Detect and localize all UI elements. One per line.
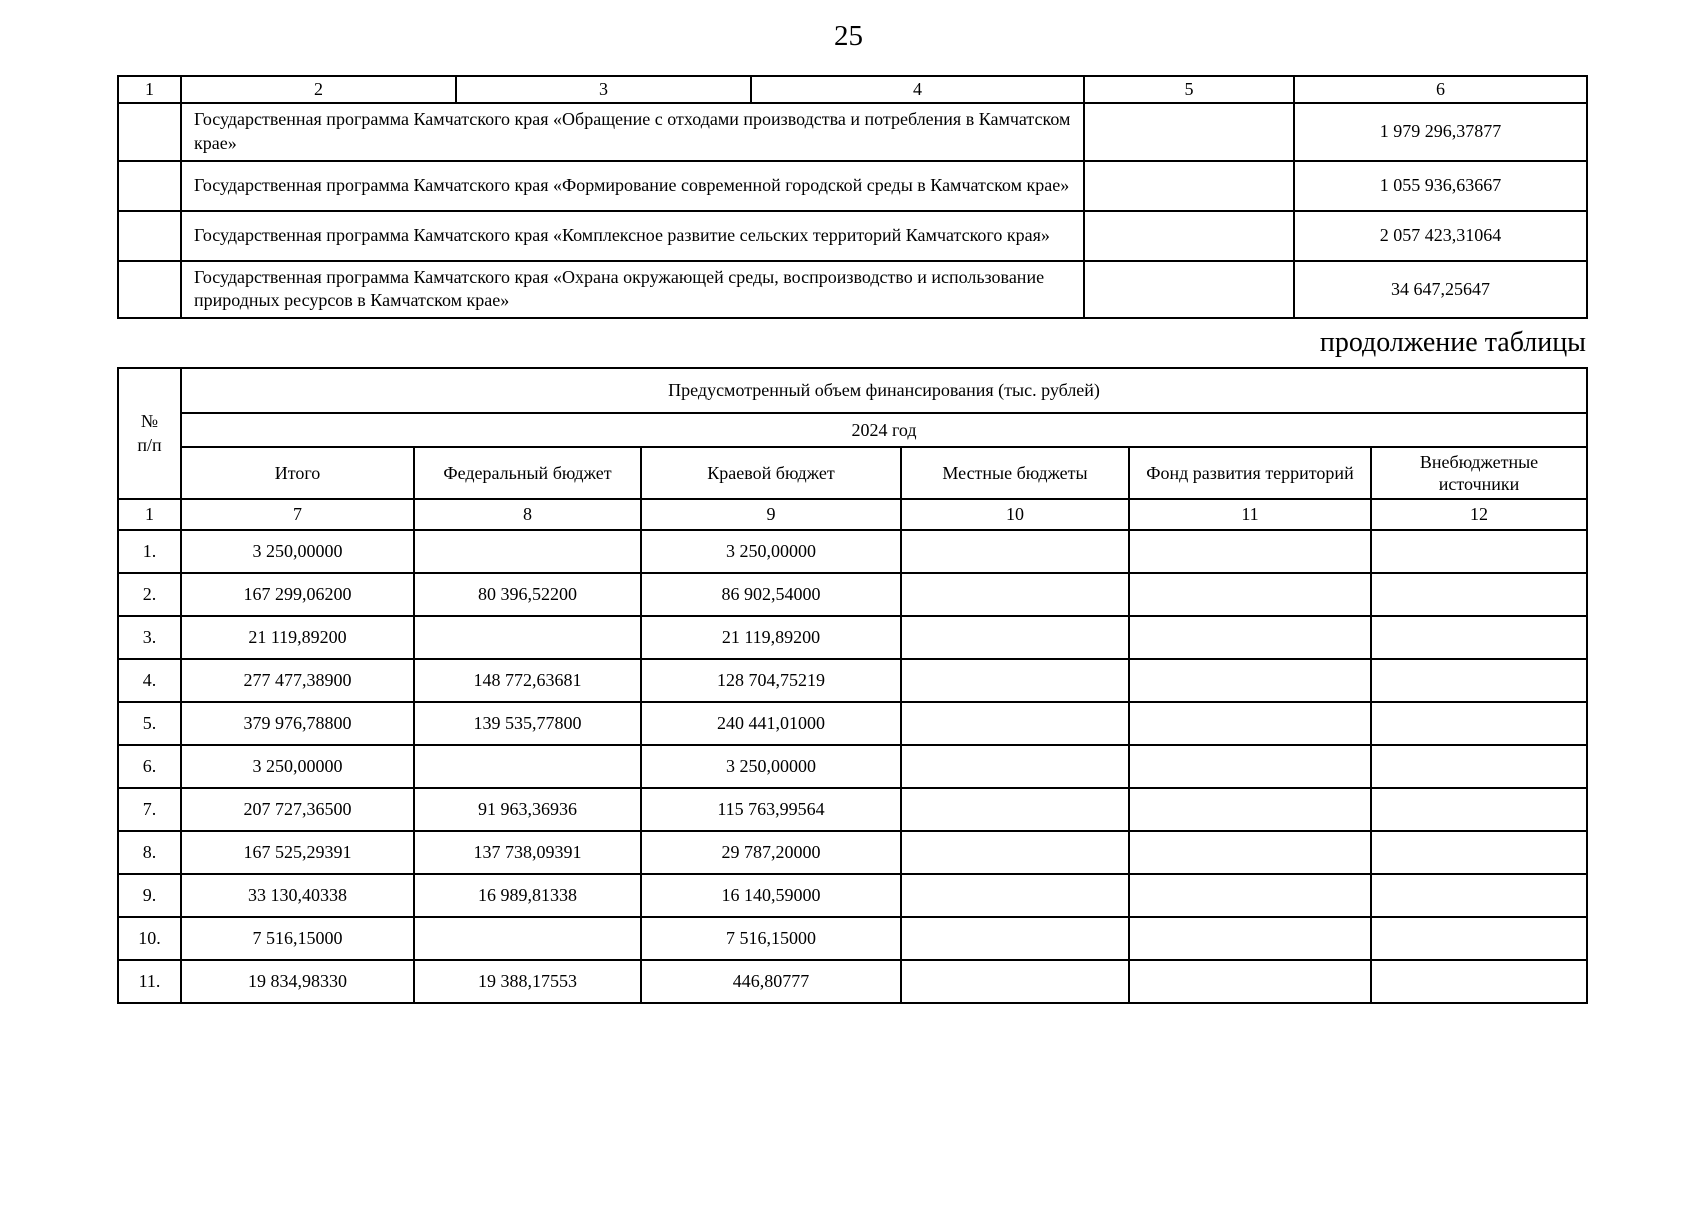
empty-cell: [1084, 103, 1294, 161]
table-row: [118, 659, 1587, 702]
row-number-cell: 8.: [118, 831, 181, 874]
row-number-cell: 5.: [118, 702, 181, 745]
financing-title-cell: Предусмотренный объем финансирования (тыс. рублей): [181, 368, 1587, 413]
row-number-cell: 10.: [118, 917, 181, 960]
row-number-cell: 9.: [118, 874, 181, 917]
amount-cell: 21 119,89200: [641, 616, 901, 659]
amount-cell: [901, 702, 1129, 745]
table-row: [118, 261, 1587, 319]
table-row: [118, 103, 1587, 161]
amount-cell: 148 772,63681: [414, 659, 641, 702]
program-name-cell: Государственная программа Камчатского края «Обращение с отходами производства и потребления в Камчатском крае»: [181, 103, 1084, 161]
amount-cell: 19 388,17553: [414, 960, 641, 1003]
amount-cell: [1129, 960, 1371, 1003]
column-header-cell: Фонд развития территорий: [1129, 447, 1371, 499]
amount-cell: 379 976,78800: [181, 702, 414, 745]
row-number-cell: 6.: [118, 745, 181, 788]
column-number-cell: 4: [751, 76, 1084, 103]
column-header-cell: Внебюджетные источники: [1371, 447, 1587, 499]
amount-cell: [1129, 917, 1371, 960]
amount-cell: 167 525,29391: [181, 831, 414, 874]
table-row: [118, 788, 1587, 831]
empty-cell: [1084, 261, 1294, 319]
column-number-cell: 8: [414, 499, 641, 530]
row-number-cell: 2.: [118, 573, 181, 616]
table-row: [118, 161, 1587, 211]
amount-cell: 1 979 296,37877: [1294, 103, 1587, 161]
column-number-cell: 1: [118, 499, 181, 530]
column-header-cell: Федеральный бюджет: [414, 447, 641, 499]
amount-cell: [1371, 530, 1587, 573]
amount-cell: [901, 788, 1129, 831]
amount-cell: 16 140,59000: [641, 874, 901, 917]
amount-cell: [901, 917, 1129, 960]
amount-cell: [1129, 788, 1371, 831]
programs-table: [117, 75, 1588, 319]
amount-cell: [1129, 659, 1371, 702]
amount-cell: 3 250,00000: [181, 530, 414, 573]
page-number: 25: [834, 20, 863, 52]
amount-cell: 1 055 936,63667: [1294, 161, 1587, 211]
table-row: [118, 530, 1587, 573]
amount-cell: [414, 616, 641, 659]
table-row: [118, 211, 1587, 261]
empty-cell: [118, 211, 181, 261]
column-number-cell: 5: [1084, 76, 1294, 103]
table-row: [118, 960, 1587, 1003]
empty-cell: [1084, 211, 1294, 261]
amount-cell: [901, 659, 1129, 702]
column-number-cell: 9: [641, 499, 901, 530]
num-label-bottom: п/п: [137, 434, 162, 455]
amount-cell: [901, 831, 1129, 874]
amount-cell: [1371, 788, 1587, 831]
empty-cell: [118, 161, 181, 211]
amount-cell: 16 989,81338: [414, 874, 641, 917]
amount-cell: 34 647,25647: [1294, 261, 1587, 319]
amount-cell: [1129, 831, 1371, 874]
column-number-cell: 7: [181, 499, 414, 530]
row-number-cell: 11.: [118, 960, 181, 1003]
empty-cell: [118, 261, 181, 319]
amount-cell: 80 396,52200: [414, 573, 641, 616]
amount-cell: [1371, 874, 1587, 917]
amount-cell: 7 516,15000: [641, 917, 901, 960]
amount-cell: [901, 745, 1129, 788]
column-header-cell: Местные бюджеты: [901, 447, 1129, 499]
amount-cell: 137 738,09391: [414, 831, 641, 874]
amount-cell: [1371, 917, 1587, 960]
table-row: [118, 616, 1587, 659]
year-cell: 2024 год: [181, 413, 1587, 447]
amount-cell: [1129, 573, 1371, 616]
column-header-cell: Итого: [181, 447, 414, 499]
amount-cell: [414, 745, 641, 788]
amount-cell: [1371, 659, 1587, 702]
row-number-cell: 1.: [118, 530, 181, 573]
table-header-row: [118, 413, 1587, 447]
table-header-row: [118, 368, 1587, 413]
continuation-label: продолжение таблицы: [1319, 327, 1586, 358]
amount-cell: 446,80777: [641, 960, 901, 1003]
amount-cell: 167 299,06200: [181, 573, 414, 616]
amount-cell: [1371, 745, 1587, 788]
table-row: [118, 874, 1587, 917]
amount-cell: [901, 960, 1129, 1003]
column-header-cell: Краевой бюджет: [641, 447, 901, 499]
column-number-cell: 12: [1371, 499, 1587, 530]
amount-cell: 240 441,01000: [641, 702, 901, 745]
amount-cell: [901, 573, 1129, 616]
amount-cell: 21 119,89200: [181, 616, 414, 659]
amount-cell: 207 727,36500: [181, 788, 414, 831]
column-numbers-row: [118, 76, 1587, 103]
column-numbers-row: [118, 499, 1587, 530]
amount-cell: 3 250,00000: [181, 745, 414, 788]
column-number-cell: 2: [181, 76, 456, 103]
num-header-cell: [118, 368, 181, 499]
column-number-cell: 10: [901, 499, 1129, 530]
column-number-cell: 3: [456, 76, 751, 103]
amount-cell: 33 130,40338: [181, 874, 414, 917]
column-number-cell: 11: [1129, 499, 1371, 530]
program-name-cell: Государственная программа Камчатского края «Охрана окружающей среды, воспроизводство и использование природных ресурсов в Камчатском крае»: [181, 261, 1084, 319]
amount-cell: [1371, 831, 1587, 874]
amount-cell: 91 963,36936: [414, 788, 641, 831]
financing-table: [117, 367, 1588, 1004]
amount-cell: [1129, 702, 1371, 745]
empty-cell: [1084, 161, 1294, 211]
amount-cell: [414, 530, 641, 573]
amount-cell: [1371, 960, 1587, 1003]
num-label-top: №: [140, 411, 159, 432]
amount-cell: 277 477,38900: [181, 659, 414, 702]
amount-cell: 19 834,98330: [181, 960, 414, 1003]
table-row: [118, 745, 1587, 788]
amount-cell: [1371, 616, 1587, 659]
amount-cell: [1371, 573, 1587, 616]
amount-cell: [1129, 616, 1371, 659]
amount-cell: 2 057 423,31064: [1294, 211, 1587, 261]
row-number-cell: 3.: [118, 616, 181, 659]
program-name-cell: Государственная программа Камчатского края «Комплексное развитие сельских территорий Камчатского края»: [181, 211, 1084, 261]
table-row: [118, 702, 1587, 745]
amount-cell: 139 535,77800: [414, 702, 641, 745]
amount-cell: 115 763,99564: [641, 788, 901, 831]
amount-cell: 29 787,20000: [641, 831, 901, 874]
column-number-cell: 6: [1294, 76, 1587, 103]
amount-cell: 86 902,54000: [641, 573, 901, 616]
amount-cell: 128 704,75219: [641, 659, 901, 702]
amount-cell: [414, 917, 641, 960]
column-number-cell: 1: [118, 76, 181, 103]
amount-cell: [901, 530, 1129, 573]
amount-cell: [1129, 530, 1371, 573]
amount-cell: [1129, 745, 1371, 788]
amount-cell: 7 516,15000: [181, 917, 414, 960]
row-number-cell: 7.: [118, 788, 181, 831]
row-number-cell: 4.: [118, 659, 181, 702]
amount-cell: [901, 616, 1129, 659]
table-row: [118, 573, 1587, 616]
table-header-row: [118, 447, 1587, 499]
empty-cell: [118, 103, 181, 161]
amount-cell: 3 250,00000: [641, 745, 901, 788]
amount-cell: 3 250,00000: [641, 530, 901, 573]
amount-cell: [901, 874, 1129, 917]
amount-cell: [1371, 702, 1587, 745]
amount-cell: [1129, 874, 1371, 917]
program-name-cell: Государственная программа Камчатского края «Формирование современной городской среды в Камчатском крае»: [181, 161, 1084, 211]
table-row: [118, 831, 1587, 874]
table-row: [118, 917, 1587, 960]
